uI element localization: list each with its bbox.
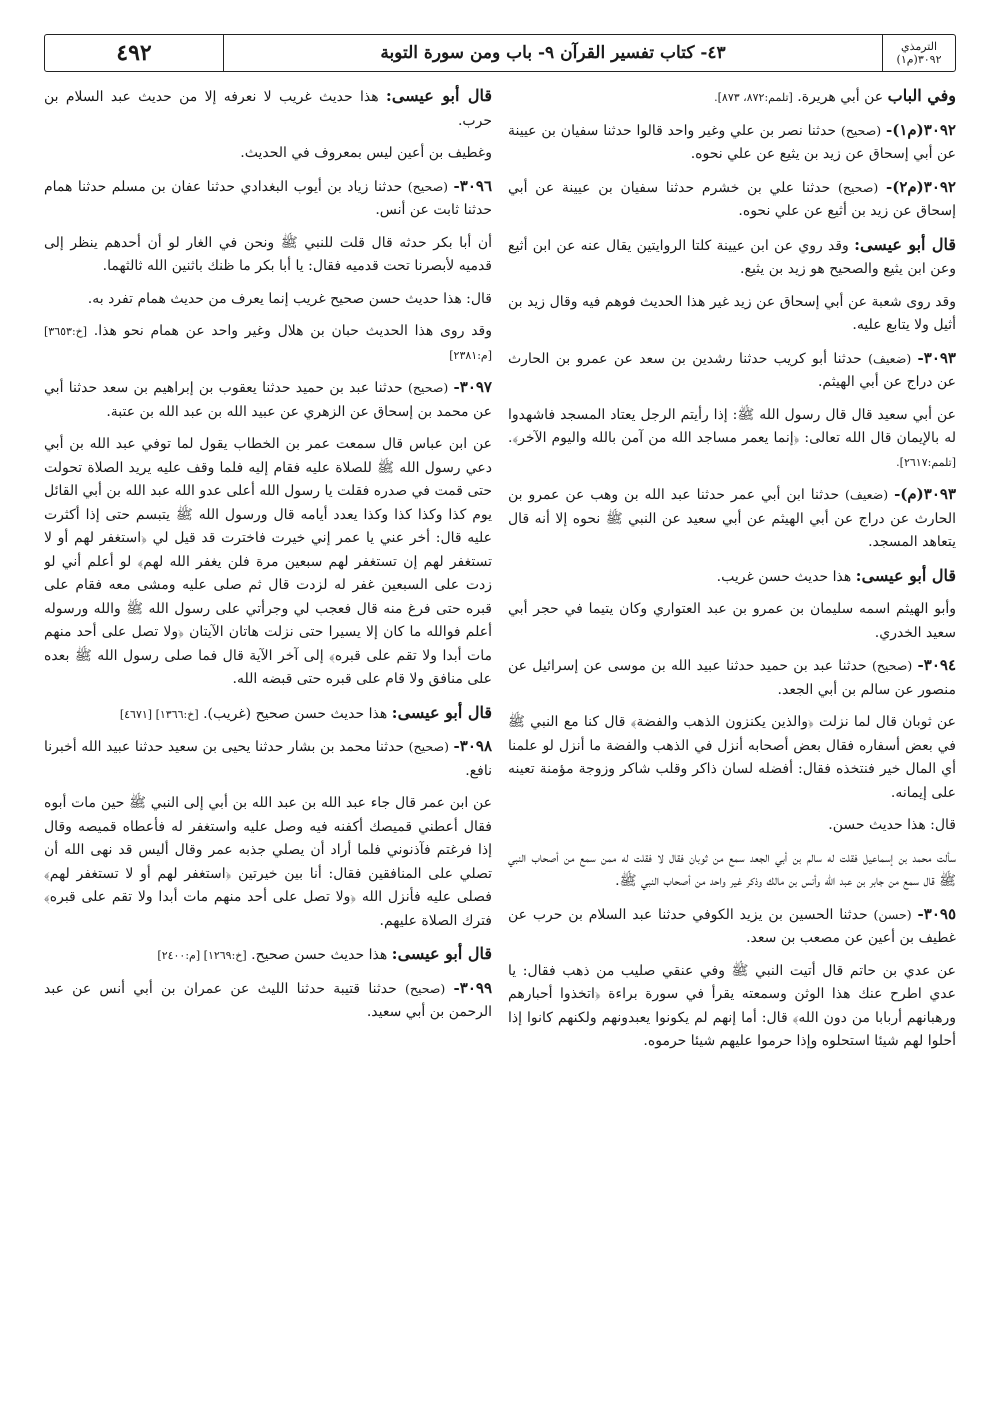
- paragraph-text: حدثنا عبد بن حميد حدثنا عبيد الله بن موسى عن إسرائيل عن منصور عن سالم بن أبي الجعد.: [508, 658, 956, 698]
- paragraph-text: عن ابن عمر قال جاء عبد الله بن عبد الله بن أبي إلى النبي ﷺ حين مات أبوه فقال أعطني قميصك أكفنه فيه وصل عليه واستغفر له فأعطاه قميصه وقال إذا فرغتم فآذنوني فلما أراد أن يصلي جذبه عمر وقال أليس قد نهى الله أن تصلي على المنافقين فقال: أنا بين خيرتين ﴿استغفر لهم أو لا تستغفر لهم﴾ فصلى عليه فأنزل الله ﴿ولا تصل على أحد منهم مات أبدا ولا تقم على قبره﴾ فترك الصلاة عليهم.: [44, 795, 492, 929]
- paragraph: [44, 142, 492, 166]
- lead-phrase: قال أبو عيسى:: [385, 86, 492, 105]
- paragraph: [44, 792, 492, 933]
- citation: [خ:١٢٦٩] [م:٢٤٠٠]: [157, 949, 247, 962]
- paragraph-text: وقد روى شعبة عن أبي إسحاق عن زيد غير هذا الحديث فوهم فيه وقال زيد بن أثيل ولا يتابع عليه.: [508, 293, 956, 333]
- paragraph-text: وأبو الهيثم اسمه سليمان بن عمرو بن عبد العتواري وكان يتيما في حجر أبي سعيد الخدري.: [508, 601, 956, 641]
- text-columns: [44, 84, 956, 1379]
- paragraph-text: هذا حديث غريب لا نعرفه إلا من حديث عبد السلام بن حرب.: [44, 89, 492, 129]
- paragraph: [508, 814, 956, 838]
- hadith-grade: (ضعيف): [845, 487, 889, 502]
- hadith-number: ٣٠٩٥-: [917, 904, 956, 923]
- paragraph: [44, 701, 492, 727]
- paragraph-text: حدثنا عبد بن حميد حدثنا يعقوب بن إبراهيم بن سعد حدثنا أبي عن محمد بن إسحاق عن الزهري عن عبيد الله بن عبد الله بن عتبة.: [44, 380, 492, 420]
- hadith-number: ٣٠٩٤-: [917, 656, 956, 674]
- paragraph: [44, 175, 492, 223]
- hadith-number: ٣٠٩٩-: [453, 978, 492, 997]
- paragraph-text: وغطيف بن أعين ليس بمعروف في الحديث.: [240, 145, 492, 161]
- paragraph-text: حدثنا علي بن خشرم حدثنا سفيان بن عيينة عن أبي إسحاق عن زيد بن أثيع عن علي نحوه.: [508, 179, 956, 219]
- paragraph: [44, 288, 492, 312]
- hadith-number: ٣٠٩٣(م)-: [894, 485, 956, 503]
- paragraph-text: سألت محمد بن إسماعيل فقلت له سالم بن أبي الجعد سمع من ثوبان فقال لا فقلت له ممن سمع من أصحاب النبي ﷺ قال سمع من جابر بن عبد الله وأنس بن مالك وذكر غير واحد من أصحاب النبي ﷺ.: [508, 849, 956, 889]
- hadith-grade: (صحيح): [871, 658, 913, 673]
- paragraph-text: أن أبا بكر حدثه قال قلت للنبي ﷺ ونحن في الغار لو أن أحدهم ينظر إلى قدميه لأبصرنا تحت قدميه فقال: يا أبا بكر ما ظنك باثنين الله ثالثهما.: [44, 234, 492, 274]
- paragraph: [508, 176, 956, 224]
- paragraph-text: حدثنا الحسين بن يزيد الكوفي حدثنا عبد السلام بن حرب عن غطيف بن أعين عن مصعب بن سعد.: [508, 906, 956, 946]
- lead-phrase: قال أبو عيسى:: [854, 234, 956, 254]
- paragraph: [508, 291, 956, 338]
- hadith-number: ٣٠٩٦-: [453, 176, 492, 195]
- hadith-number: ٣٠٩٨-: [453, 737, 492, 755]
- paragraph-text: عن أبي سعيد قال قال رسول الله ﷺ: إذا رأيتم الرجل يعتاد المسجد فاشهدوا له بالإيمان قال الله تعالى: ﴿إنما يعمر مساجد الله من آمن بالله واليوم الآخر﴾.: [508, 406, 956, 446]
- hadith-grade: (صحيح): [407, 178, 449, 194]
- paragraph: [508, 404, 956, 475]
- hadith-grade: (ضعيف): [868, 350, 912, 366]
- left-column: [44, 84, 492, 1379]
- paragraph: [508, 233, 956, 282]
- paragraph-text: عن عدي بن حاتم قال أتيت النبي ﷺ وفي عنقي صليب من ذهب فقال: يا عدي اطرح عنك هذا الوثن وسمعته يقرأ في سورة براءة ﴿اتخذوا أحبارهم ورهبانهم أربابا من دون الله﴾ قال: أما إنهم لم يكونوا يعبدونهم ولكنهم كانوا إذا أحلوا لهم شيئا استحلوه وإذا حرموا عليهم شيئا حرموه.: [508, 962, 956, 1049]
- paragraph: [44, 320, 492, 367]
- book-page: [44, 34, 956, 1379]
- paragraph-text: حدثنا محمد بن بشار حدثنا يحيى بن سعيد حدثنا عبيد الله أخبرنا نافع.: [44, 739, 492, 779]
- page-header: [44, 34, 956, 72]
- paragraph-text: حدثنا زياد بن أيوب البغدادي حدثنا عفان بن مسلم حدثنا همام حدثنا ثابت عن أنس.: [44, 178, 492, 218]
- paragraph-text: وقد روي عن ابن عيينة كلتا الروايتين يقال عنه عن ابن أثيع وعن ابن يثيع والصحيح هو زيد بن يثيع.: [508, 237, 956, 277]
- paragraph: [44, 376, 492, 424]
- citation: [خ:٣٦٥٣] [م:٢٣٨١]: [44, 325, 492, 362]
- paragraph: [44, 433, 492, 692]
- citation: [تلمم:٨٧٢، ٨٧٣].: [714, 91, 793, 104]
- paragraph: [508, 598, 956, 645]
- hadith-number: ٣٠٩٧-: [453, 378, 492, 396]
- lead-phrase: قال أبو عيسى:: [855, 565, 956, 585]
- paragraph: [44, 735, 492, 783]
- paragraph-text: عن ثوبان قال لما نزلت ﴿والذين يكنزون الذهب والفضة﴾ قال كنا مع النبي ﷺ في بعض أسفاره فقال بعض أصحابه أنزل في الذهب والفضة ما أنزل لو علمنا أي المال خير فنتخذه فقال: أفضله لسان ذاكر وقلب شاكر وزوجة مؤمنة تعينه على إيمانه.: [508, 714, 956, 801]
- paragraph-text: هذا حديث حسن صحيح (غريب).: [203, 705, 388, 722]
- hadith-ref: ٣٠٩٢(م١): [896, 53, 942, 66]
- paragraph: [508, 483, 956, 555]
- hadith-number: ٣٠٩٢(م٢)-: [885, 177, 956, 196]
- paragraph: [508, 903, 956, 951]
- paragraph: [508, 347, 956, 395]
- paragraph: [508, 847, 956, 894]
- hadith-grade: (صحيح): [408, 739, 449, 754]
- paragraph-text: عن أبي هريرة.: [797, 89, 884, 105]
- hadith-grade: (صحيح): [840, 122, 882, 138]
- paragraph: [44, 84, 492, 133]
- paragraph: [508, 119, 956, 167]
- paragraph-text: هذا حديث حسن غريب.: [716, 568, 852, 585]
- paragraph-text: وقد روى هذا الحديث حبان بن هلال وغير واحد عن همام نحو هذا.: [93, 323, 492, 339]
- paragraph: [44, 232, 492, 279]
- hadith-number: ٣٠٩٣-: [917, 348, 956, 367]
- paragraph-text: قال: هذا حديث حسن صحيح غريب إنما يعرف من حديث همام تفرد به.: [87, 290, 492, 307]
- paragraph-text: حدثنا ابن أبي عمر حدثنا عبد الله بن وهب عن عمرو بن الحارث عن دراج عن أبي الهيثم عن أبي سعيد عن النبي ﷺ نحوه إلا أنه قال يتعاهد المسجد.: [508, 487, 956, 550]
- paragraph-text: حدثنا نصر بن علي وغير واحد قالوا حدثنا سفيان بن عيينة عن أبي إسحاق عن زيد بن يثيع عن علي نحوه.: [508, 122, 956, 162]
- right-column: [508, 84, 956, 1379]
- hadith-number: ٣٠٩٢(م١)-: [885, 120, 956, 139]
- paragraph: [508, 564, 956, 590]
- paragraph: [508, 960, 956, 1054]
- page-number: ٤٩٢: [45, 35, 224, 71]
- book-reference: [882, 35, 955, 71]
- chapter-title: ٤٣- كتاب تفسير القرآن ٩- باب ومن سورة التوبة: [380, 43, 726, 63]
- paragraph-text: عن ابن عباس قال سمعت عمر بن الخطاب يقول لما توفي عبد الله بن أبي دعي رسول الله ﷺ للصلاة عليه فقام إليه فلما وقف عليه يريد الصلاة تحولت حتى قمت في صدره فقلت يا رسول الله أعلى عدو الله عبد الله بن أبي القائل يوم كذا وكذا كذا وكذا يعدد أيامه قال ورسول الله ﷺ يتبسم حتى إذا أكثرت عليه قال: أخر عني يا عمر إني خيرت فاخترت قد قيل لي ﴿استغفر لهم أو لا تستغفر لهم إن تستغفر لهم سبعين مرة فلن يغفر الله لهم﴾ لو أعلم أني لو زدت على السبعين غفر له لزدت قال ثم صلى عليه ومشى معه فقام على قبره حتى فرغ منه قال فعجب لي وجرأتي على رسول الله ﷺ والله ورسوله أعلم فوالله ما كان إلا يسيرا حتى نزلت هاتان الآيتان ﴿ولا تصل على أحد منهم مات أبدا ولا تقم على قبره﴾ إلى آخر الآية قال فما صلى رسول الله ﷺ بعده على منافق ولا قام على قبره حتى قبضه الله.: [44, 436, 492, 687]
- paragraph-text: هذا حديث حسن صحيح.: [251, 947, 388, 963]
- hadith-grade: (صحيح): [405, 980, 446, 996]
- paragraph-text: حدثنا قتيبة حدثنا الليث عن عمران بن أبي أنس عن عبد الرحمن بن أبي سعيد.: [44, 980, 492, 1020]
- hadith-grade: (حسن): [873, 906, 912, 922]
- lead-phrase: قال أبو عيسى:: [391, 702, 492, 722]
- paragraph: [44, 977, 492, 1025]
- citation: [خ:١٣٦٦] [٤٦٧١]: [119, 707, 199, 721]
- lead-phrase: قال أبو عيسى:: [391, 944, 492, 963]
- paragraph: [508, 84, 956, 110]
- paragraph-text: قال: هذا حديث حسن.: [828, 817, 956, 833]
- citation: [تلمم:٢٦١٧].: [896, 455, 956, 469]
- book-name: الترمذي: [900, 40, 938, 53]
- lead-phrase: وفي الباب: [887, 86, 956, 105]
- paragraph-text: حدثنا أبو كريب حدثنا رشدين بن سعد عن عمرو بن الحارث عن دراج عن أبي الهيثم.: [508, 350, 956, 390]
- paragraph: [508, 654, 956, 702]
- paragraph: [44, 942, 492, 968]
- paragraph: [508, 711, 956, 805]
- hadith-grade: (صحيح): [837, 179, 879, 195]
- hadith-grade: (صحيح): [407, 380, 449, 395]
